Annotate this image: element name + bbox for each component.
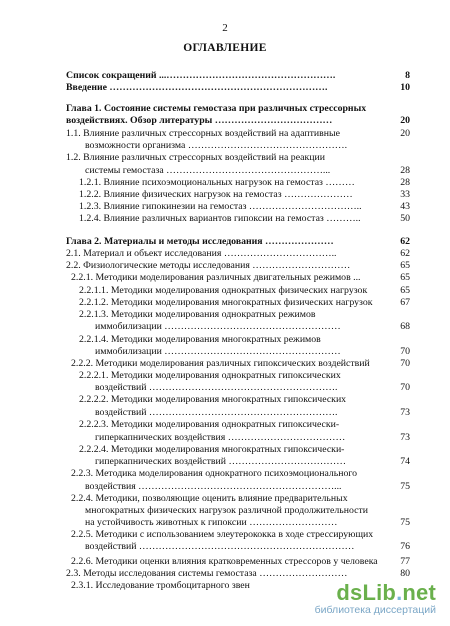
toc-entry-title: 2.3. Методы исследования системы гемостаза ……………………… xyxy=(66,568,348,579)
toc-entry-title: 2.3.1. Исследование тромбоцитарного звен xyxy=(71,580,250,591)
toc-entry-page: 62 xyxy=(400,248,410,259)
toc-entry-title: 2.2.2.3. Методики моделирования однократных гипоксически- xyxy=(79,419,340,430)
toc-entry-page: 70 xyxy=(400,358,410,369)
toc-entry-page: 62 xyxy=(400,236,410,247)
watermark-subtitle: библиотека диссертаций xyxy=(314,604,436,616)
toc-entry-page: 70 xyxy=(400,382,410,393)
toc-entry-title: 2.1. Материал и объект исследования …………………………….. xyxy=(66,248,337,259)
toc-entry-title: Глава 1. Состояние системы гемостаза при различных стрессорных xyxy=(66,103,367,114)
toc-entry-title: воздействий ………………………………………………………… xyxy=(85,541,355,552)
toc-entry-title: 1.2.3. Влияние гипокинезии на гемостаз …………………………….. xyxy=(79,201,362,212)
toc-entry-title: 2.2.1. Методики моделирования различных двигательных режимов ... xyxy=(71,272,361,283)
toc-entry-title: 2.2.2.4. Методики моделирования многократных гипоксически- xyxy=(79,444,345,455)
toc-entry-page: 68 xyxy=(400,321,410,332)
toc-entry-title: воздействий …………………………………………………. xyxy=(95,382,338,393)
toc-entry-title: возможности организма …………………………………………. xyxy=(85,140,348,151)
watermark xyxy=(315,582,436,616)
toc-entry-title: 2.2.1.2. Методики моделирования многократных физических нагрузок xyxy=(79,297,373,308)
toc-entry-title: 1.2.2. Влияние физических нагрузок на гемостаз ………………… xyxy=(79,189,353,200)
toc-entry-page: 75 xyxy=(400,517,410,528)
toc-entry-page: 80 xyxy=(400,568,410,579)
toc-entry-page: 33 xyxy=(400,189,410,200)
toc-entry-title: 2.2. Физиологические методы исследования ………………………… xyxy=(66,260,351,271)
toc-entry-page: 28 xyxy=(400,165,410,176)
toc-entry-page: 77 xyxy=(400,556,410,567)
toc-entry-page: 20 xyxy=(400,128,410,139)
toc-entry-page: 75 xyxy=(400,481,410,492)
toc-entry-title: 1.2. Влияние различных стрессорных воздействий на реакции xyxy=(66,152,326,163)
toc-entry-page: 10 xyxy=(400,82,410,93)
toc-entry-title: 2.2.5. Методики с использованием элеутерококка в ходе стрессирующих xyxy=(71,529,374,540)
toc-entry-page: 76 xyxy=(400,541,410,552)
toc-entry-page: 8 xyxy=(405,70,410,81)
toc-entry-page: 65 xyxy=(400,272,410,283)
toc-entry-title: воздействий …………………………………………………. xyxy=(95,407,338,418)
toc-entry-title: 2.2.4. Методики, позволяющие оценить влияние предварительных xyxy=(71,493,348,504)
toc-entry-title: воздействиях. Обзор литературы ……………………………… xyxy=(66,115,333,126)
toc-entry-title: многократных физических нагрузок различной продолжительности xyxy=(85,505,369,516)
toc-entry-page: 20 xyxy=(400,115,410,126)
toc-entry-page: 74 xyxy=(400,456,410,467)
toc-entry-title: 2.2.1.4. Методики моделирования многократных режимов xyxy=(79,334,321,345)
toc-entry-page: 43 xyxy=(400,201,410,212)
toc-entry-title: гиперкапнических воздействий ……………………………… xyxy=(95,456,347,467)
toc-entry-title: системы гемостаза …………………………………………... xyxy=(85,165,331,176)
toc-entry-page: 65 xyxy=(400,260,410,271)
toc-entry-page: 67 xyxy=(400,297,410,308)
toc-entry-title: Список сокращений ...……………………………………………. xyxy=(66,70,336,81)
toc-entry-title: воздействия ……………………………………………………... xyxy=(85,481,342,492)
toc-entry-page: 28 xyxy=(400,177,410,188)
toc-entry-title: 2.2.2.1. Методики моделирования однократных гипоксических xyxy=(79,370,341,381)
toc-entry-title: 1.1. Влияние различных стрессорных воздействий на адаптивные xyxy=(66,128,340,139)
toc-entry-title: гиперкапнических воздействия ……………………………… xyxy=(95,432,346,443)
toc-entry-title: 2.2.1.3. Методики моделирования однократных режимов xyxy=(79,309,316,320)
toc-entry-title: Глава 2. Материалы и методы исследования ………………… xyxy=(66,236,334,247)
toc-entry-page: 73 xyxy=(400,407,410,418)
toc-entry-page: 65 xyxy=(400,285,410,296)
toc-entry-title: 2.2.1.1. Методики моделирования однократных физических нагрузок xyxy=(79,285,368,296)
toc-entry-title: 1.2.1. Влияние психоэмоциональных нагрузок на гемостаз ……… xyxy=(79,177,355,188)
toc-entry-title: иммобилизации ……………………………………………… xyxy=(95,346,341,357)
watermark-logo: dsLib.net xyxy=(336,580,436,605)
toc-entry-title: Введение …………………………………………………………. xyxy=(66,82,328,93)
toc-entry-title: 2.2.6. Методики оценки влияния кратковременных стрессоров у человека xyxy=(71,556,378,567)
toc-entry-title: 2.2.2.2. Методики моделирования многократных гипоксических xyxy=(79,394,347,405)
toc-entry-title: 2.2.2. Методики моделирования различных гипоксических воздействий xyxy=(71,358,370,369)
page-title: ОГЛАВЛЕНИЕ xyxy=(183,42,267,54)
toc-entry-title: 2.2.3. Методика моделирования однократного психоэмоционального xyxy=(71,468,358,479)
toc-entry-page: 70 xyxy=(400,346,410,357)
page-number: 2 xyxy=(222,22,228,34)
toc-entry-page: 73 xyxy=(400,432,410,443)
toc-entry-title: 1.2.4. Влияние различных вариантов гипоксии на гемостаз ……….. xyxy=(79,213,361,224)
toc-entry-title: иммобилизации ……………………………………………… xyxy=(95,321,341,332)
toc-entry-page: 50 xyxy=(400,213,410,224)
toc-entry-title: на устойчивость животных к гипоксии ……………………… xyxy=(85,517,338,528)
